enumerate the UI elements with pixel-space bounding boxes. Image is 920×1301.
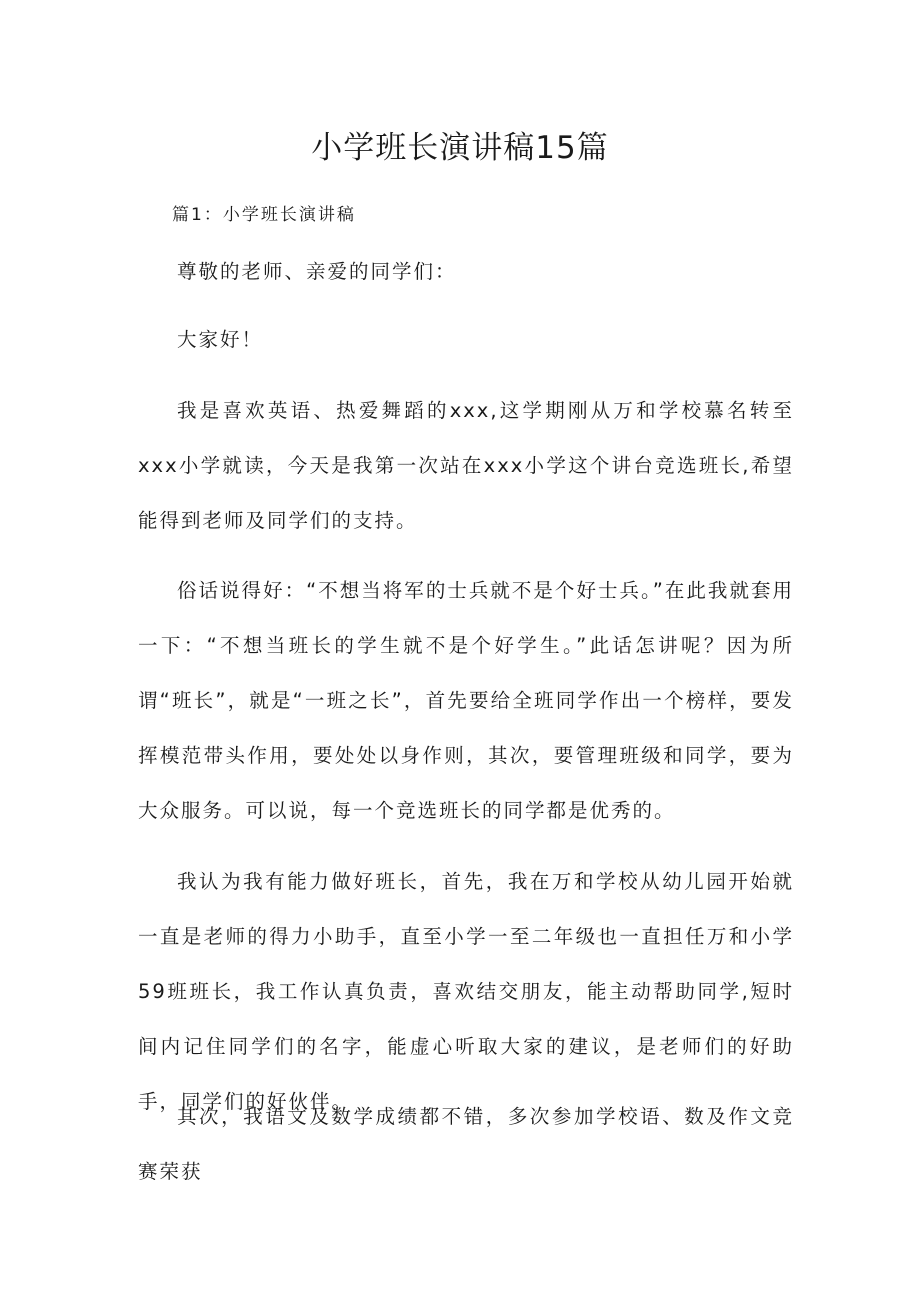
paragraph-ability: 我认为我有能力做好班长，首先，我在万和学校从幼儿园开始就一直是老师的得力小助手，直至小学一至二年级也一直担任万和小学59班班长，我工作认真负责，喜欢结交朋友，能主动帮助同学,短时间内记住同学们的名字，能虚心听取大家的建议，是老师们的好助手，同学们的好伙伴。 [138,870,794,1113]
paragraph-proverb: 俗话说得好：“不想当将军的士兵就不是个好士兵。”在此我就套用一下：“不想当班长的学生就不是个好学生。”此话怎讲呢？因为所谓“班长”，就是“一班之长”，首先要给全班同学作出一个榜样，要发挥模范带头作用，要处处以身作则，其次，要管理班级和同学，要为大众服务。可以说，每一个竞选班长的同学都是优秀的。 [138,579,794,822]
paragraph-introduction: 我是喜欢英语、热爱舞蹈的xxx,这学期刚从万和学校慕名转至xxx小学就读，今天是我第一次站在xxx小学这个讲台竞选班长,希望能得到老师及同学们的支持。 [138,399,794,532]
paragraph-grades: 其次，我语文及数学成绩都不错，多次参加学校语、数及作文竞赛荣获 [138,1105,794,1183]
paragraph-hello: 大家好！ [177,328,264,351]
paragraph-greeting: 尊敬的老师、亲爱的同学们： [177,260,457,283]
section-heading: 篇1：小学班长演讲稿 [172,205,356,225]
document-title: 小学班长演讲稿15篇 [311,130,609,166]
